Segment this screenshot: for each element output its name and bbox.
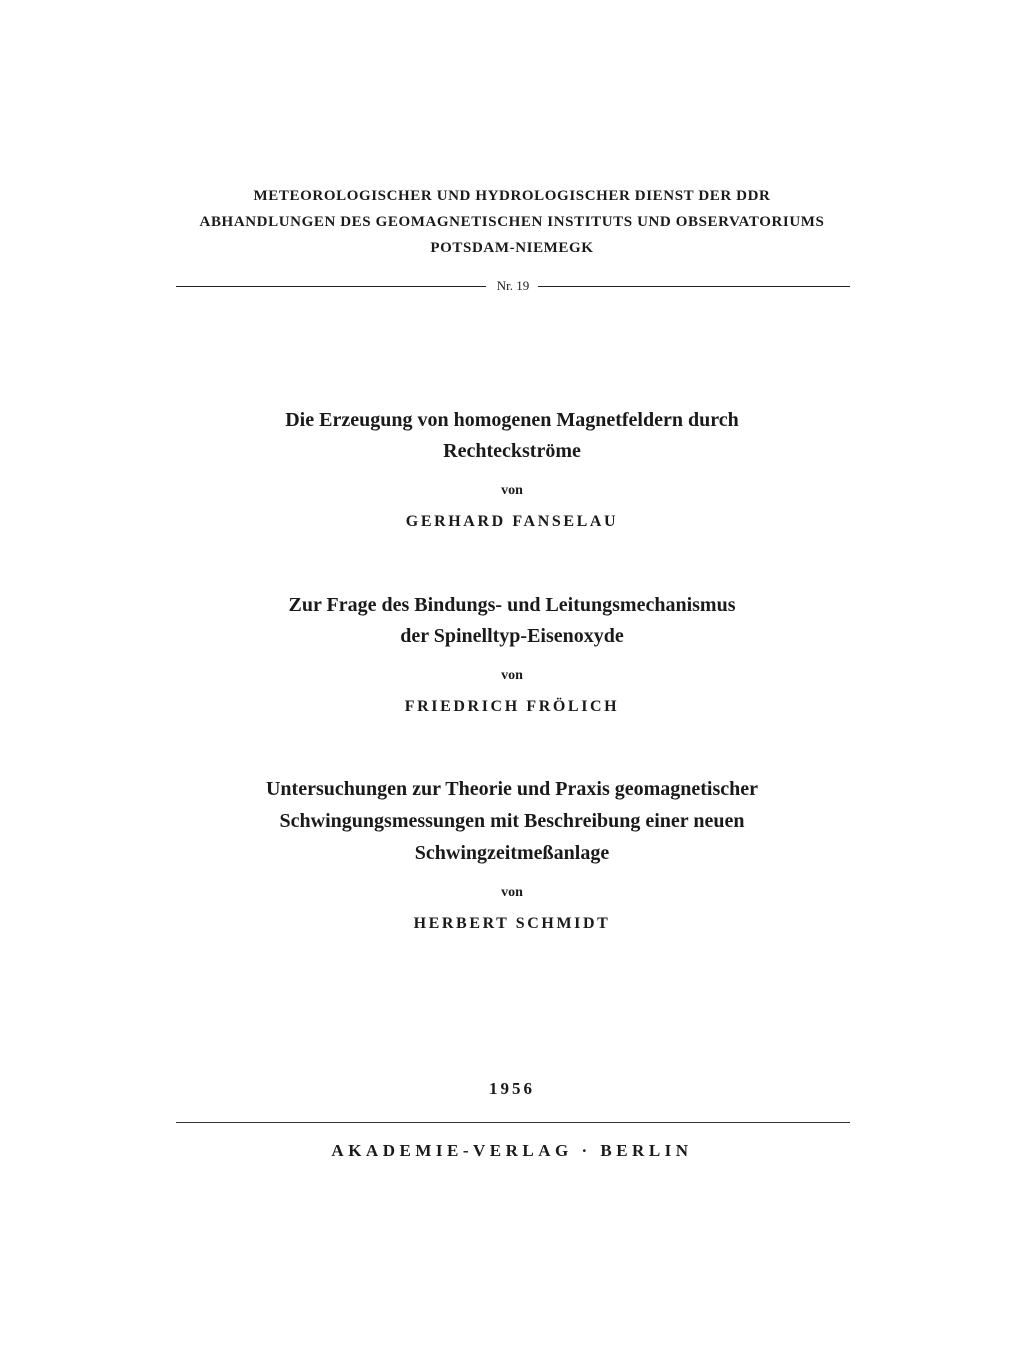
publisher: AKADEMIE-VERLAG · BERLIN bbox=[331, 1141, 693, 1160]
work-1-title-line-2: Rechteckströme bbox=[443, 440, 581, 462]
work-3-title-line-3: Schwingzeitmeßanlage bbox=[414, 842, 610, 864]
work-2-title-line-1: Zur Frage des Bindungs- und Leitungsmechanismus bbox=[288, 594, 736, 616]
header-line-3: POTSDAM-NIEMEGK bbox=[430, 240, 594, 256]
work-3-by: von bbox=[501, 885, 523, 900]
work-2-title-line-2: der Spinelltyp-Eisenoxyde bbox=[400, 625, 624, 647]
bottom-rule bbox=[176, 1122, 850, 1123]
rule-right bbox=[538, 286, 850, 287]
work-1-title-line-1: Die Erzeugung von homogenen Magnetfeldern durch bbox=[285, 409, 739, 431]
series-number-rule bbox=[176, 278, 850, 294]
series-number: Nr. 19 bbox=[496, 278, 530, 293]
publication-year: 1956 bbox=[489, 1079, 535, 1098]
work-1-by: von bbox=[501, 483, 523, 498]
work-1-author: GERHARD FANSELAU bbox=[405, 513, 619, 530]
header-line-2: ABHANDLUNGEN DES GEOMAGNETISCHEN INSTITUTS UND OBSERVATORIUMS bbox=[199, 214, 825, 230]
work-2-by: von bbox=[501, 668, 523, 683]
work-3-title-line-1: Untersuchungen zur Theorie und Praxis geomagnetischer bbox=[265, 778, 759, 800]
header-line-1: METEOROLOGISCHER UND HYDROLOGISCHER DIENST DER DDR bbox=[253, 188, 771, 204]
work-2-author: FRIEDRICH FRÖLICH bbox=[404, 698, 620, 715]
work-3-author: HERBERT SCHMIDT bbox=[413, 915, 611, 932]
work-3-title-line-2: Schwingungsmessungen mit Beschreibung einer neuen bbox=[279, 810, 745, 832]
